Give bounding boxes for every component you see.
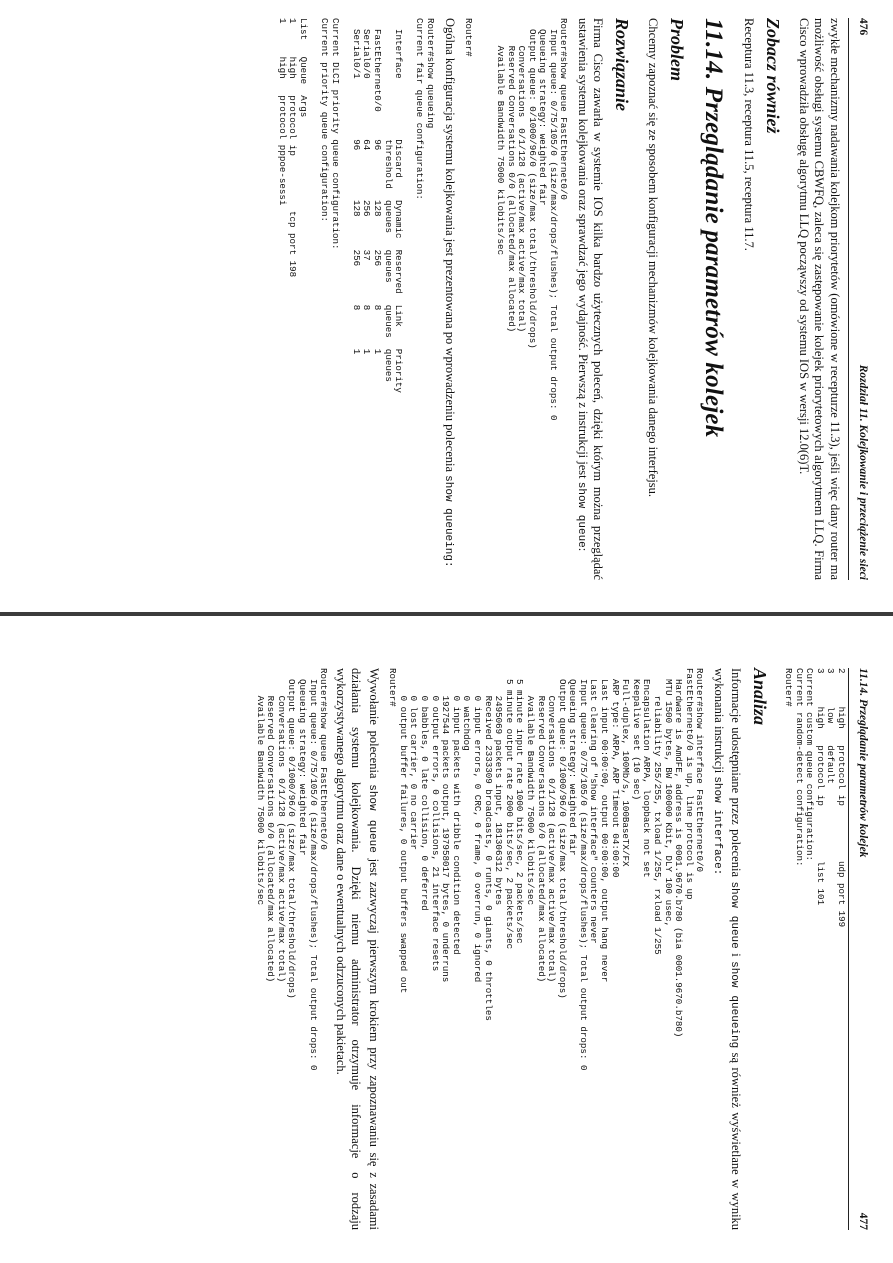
closing-paragraph	[332, 668, 381, 1230]
spine-divider	[0, 612, 893, 616]
analysis-text-middle: są również wyświetlane w wyniku wykonania instrukcji	[711, 668, 744, 1231]
book-page-477	[18, 650, 873, 1250]
closing-text: jest zazwyczaj pierwszym krokiem przy zapoznawaniu się z zasadami działania systemu kolejkowania. Dzięki niemu administrator otrzymuje informacje o rodzaju wykorzystywanego algorytmu oraz dane o ewentualnych odrzuconych pakietach.	[333, 668, 381, 1230]
solution-heading: Rozwiązanie	[612, 18, 633, 112]
closing-command: show queue	[365, 784, 378, 853]
section-title: 11.14. Przeglądanie parametrów kolejek	[700, 18, 727, 438]
analysis-text	[708, 668, 743, 1230]
see-also-text: Receptura 11.3, receptura 11.5, receptura 11.7.	[742, 18, 757, 251]
running-title: Rozdział 11. Kolejkowanie i przeciążenie sieci	[857, 364, 869, 580]
analysis-heading: Analiza	[750, 668, 771, 726]
analysis-command-1: show queue	[728, 881, 741, 949]
general-config-before: Ogólna konfiguracja systemu kolejkowania jest prezentowana po wprowadzeniu polecenia	[442, 18, 457, 473]
code-block-show-queue-again: Router#show queue FastEthernet0/0 Input queue: 0/75/105/0 (size/max/drops/flushes); Total output drops: 0 Queueing strategy: weighted fair Output queue: 0/1000/96/0 (size/max total/threshold/drops) Conversations 0/1/128 (active/max active/max total) Reserved Conversations 0/0 (allocated/max allocated) Available Bandwidth 75000 kilobits/sec	[254, 668, 330, 1071]
code-block-queue-list-continued: 2 high protocol ip udp port 199 3 low default 3 high protocol ip list 101 Current custom queue configuration: Current random-detect configuration: Router#	[783, 668, 847, 928]
code-block-show-interface: Router#show interface FastEthernet0/0 FastEthernet0/0 is up, line protocol is up Hardware is AmdFE, address is 0001.9670.b780 (bia 0001.9670.b780) MTU 1500 bytes, BW 100000 Kbit, DLY 100 usec, reliability 255/255, txload 1/255, rxload 1/255 Encapsulation ARPA, loopback not set Keepalive set (10 sec) Full-duplex, 100Mb/s, 100BaseTX/FX ARP type: ARPA, ARP Timeout 04:00:00 Last input 00:00:00, output 00:00:00, output hang never Last clearing of "show interface" counters never Input queue: 0/75/105/0 (size/max/drops/flushes); Total output drops: 0 Queueing strategy: weighted fair Output queue: 0/1000/96/0 (size/max total/threshold/drops) Conversations 0/1/128 (active/max active/max total) Reserved Conversations 0/0 (allocated/max allocated) Available Bandwidth 75000 kilobits/sec 5 minute input rate 1000 bits/sec, 2 packets/sec 5 minute output rate 2000 bits/sec, 2 packets/sec 2495069 packets input, 181306312 bytes Received 2333309 broadcasts, 0 runts, 0 giants, 0 throttles 0 input errors, 0 CRC, 0 frame, 0 overrun, 0 ignored 0 watchdog 0 input packets with dribble condition detected 1927544 packets output, 197958017 bytes, 0 underruns 0 output errors, 0 collisions, 21 interface resets 0 babbles, 0 late collision, 0 deferred 0 lost carrier, 0 no carrier 0 output buffer failures, 0 output buffers swapped out Router#	[387, 668, 706, 1071]
intro-paragraph: zwykłe mechanizmy nadawania kolejkom priorytetów (omówione w recepturze 11.3), jeśli więc dany router ma możliwość obsługi systemu CBWFQ, zaleca się zastępowanie kolejek priorytetowych algorytmem LLQ. Firma Cisco wprowadziła obsługę algorytmu LLQ począwszy od systemu IOS w wersji 12.0(6)T.	[797, 18, 842, 580]
see-also-heading: Zobacz również	[763, 18, 784, 134]
analysis-command-2: show queueing	[728, 961, 741, 1049]
general-config-text	[439, 18, 457, 580]
code-block-show-queueing: Router#show queueing Current fair queue configuration: Interface Discard Dynamic Reserved Link Priority threshold queues queues queues queues FastEthernet0/0 96 128 256 8 1 Serial0/0 64 256 37 8 1 Serial0/1 96 128 256 8 1 Current DLCI priority queue configuration: Current priority queue configuration: List Queue Args 1 high protocol ip tcp port 198 1 high protocol pppoe-sessi	[276, 18, 437, 393]
solution-text: Firma Cisco zawarła w systemie IOS kilka bardzo użytecznych poleceń, dzięki którym można przeglądać ustawienia systemu kolejkowania oraz sprawdzać jego wydajność. Pierwszą z instrukcji jest show queue:	[575, 18, 606, 580]
running-title: 11.14. Przeglądanie parametrów kolejek	[857, 668, 869, 858]
book-page-476	[18, 0, 873, 600]
problem-heading: Problem	[667, 18, 687, 81]
page-number: 476	[857, 18, 869, 36]
page-number: 477	[857, 1212, 869, 1230]
running-head	[848, 668, 873, 1230]
solution-text-before: Firma Cisco zawarła w systemie IOS kilka bardzo użytecznych poleceń, dzięki którym można przeglądać ustawienia systemu kolejkowania oraz sprawdzać jego wydajność. Pierwszą z instrukcji jest	[576, 18, 606, 580]
solution-command: show queue	[575, 481, 587, 548]
analysis-text-before: Informacje udostępniane przez polecenia	[729, 668, 744, 877]
closing-text-before: Wywołanie polecenia	[366, 668, 381, 779]
running-head	[848, 18, 873, 580]
problem-text: Chcemy zapoznać się ze sposobem konfiguracji mechanizmów kolejkowania danego interfejsu.	[646, 18, 660, 497]
general-config-command: show queueing:	[441, 475, 454, 568]
code-block-show-queue: Router#show queue FastEthernet0/0 Input queue: 0/75/105/0 (size/max/drops/flushes); Total output drops: 0 Queueing strategy: weighted fair Output queue: 0/1000/96/0 (size/max total/threshold/drops) Conversations 0/1/128 (active/max active/max total) Reserved Conversations 0/0 (allocated/max allocated) Available Bandwidth 75000 kilobits/sec Router#	[463, 18, 570, 421]
analysis-and: i	[729, 953, 744, 957]
analysis-command-3: show interface:	[710, 776, 723, 876]
